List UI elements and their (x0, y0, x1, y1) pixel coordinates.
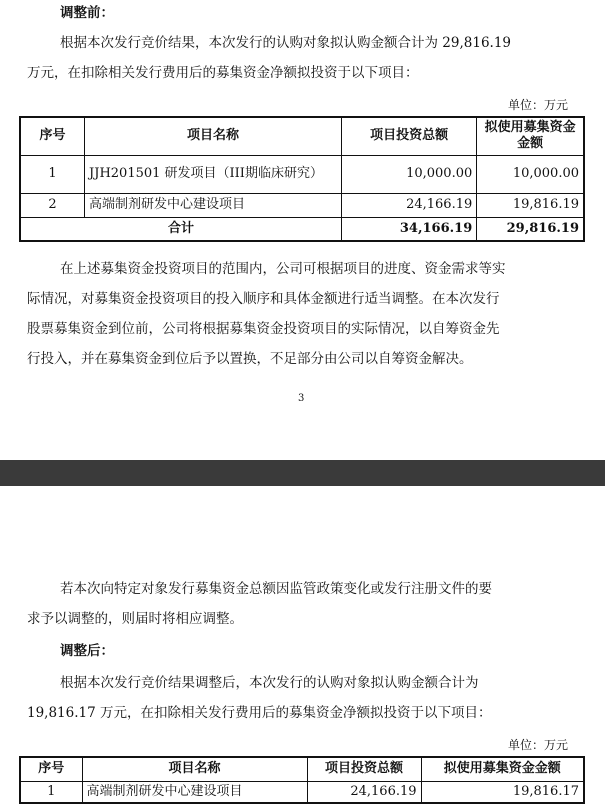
cell-name: JJH201501 研发项目（III期临床研究） (85, 155, 342, 193)
cell-no: 1 (20, 155, 85, 193)
unit-label: 单位：万元 (508, 738, 569, 752)
header-name: 项目名称 (82, 757, 307, 781)
cell-no: 2 (20, 193, 85, 217)
cell-total: 24,166.19 (307, 781, 421, 803)
table-row (20, 781, 584, 803)
heading-after: 调整后： (60, 643, 114, 659)
cell-raised: 19,816.19 (477, 193, 584, 217)
cell-total: 24,166.19 (342, 193, 477, 217)
intro-line-2: 19,816.17 万元，在扣除相关发行费用后的募集资金净额拟投资于以下项目： (27, 705, 492, 721)
raised-sum: 29,816.19 (477, 217, 584, 241)
intro-line-2: 万元，在扣除相关发行费用后的募集资金净额拟投资于以下项目： (27, 65, 419, 81)
cell-raised: 19,816.17 (421, 781, 584, 803)
page-number: 3 (298, 393, 305, 404)
heading-before: 调整前： (60, 5, 114, 21)
page-separator (0, 460, 605, 486)
header-total: 项目投资总额 (342, 117, 477, 155)
cell-raised: 10,000.00 (477, 155, 584, 193)
total-sum: 34,166.19 (342, 217, 477, 241)
para-line: 行投入，并在募集资金到位后予以置换，不足部分由公司以自筹资金解决。 (27, 351, 473, 367)
header-no: 序号 (20, 117, 85, 155)
para1-line-1: 若本次向特定对象发行募集资金总额因监管政策变化或发行注册文件的要 (60, 581, 492, 597)
cell-total: 10,000.00 (342, 155, 477, 193)
para1-line-2: 求予以调整的，则届时将相应调整。 (27, 611, 243, 627)
cell-no: 1 (20, 781, 82, 803)
cell-name: 高端制剂研发中心建设项目 (85, 193, 342, 217)
table-total-row (20, 217, 584, 241)
para-line: 在上述募集资金投资项目的范围内，公司可根据项目的进度、资金需求等实 (60, 261, 506, 277)
header-raised: 拟使用募集资金金额 (421, 757, 584, 781)
header-no: 序号 (20, 757, 82, 781)
projects-table-after (19, 756, 585, 804)
table-row (20, 155, 584, 193)
para-line: 际情况，对募集资金投资项目的投入顺序和具体金额进行适当调整。在本次发行 (27, 291, 500, 307)
document-page-2 (0, 486, 605, 812)
total-label: 合计 (20, 217, 342, 241)
header-total: 项目投资总额 (307, 757, 421, 781)
cell-name: 高端制剂研发中心建设项目 (82, 781, 307, 803)
header-name: 项目名称 (85, 117, 342, 155)
unit-label: 单位：万元 (508, 98, 569, 112)
table-header-row (20, 117, 584, 155)
para-line: 股票募集资金到位前，公司将根据募集资金投资项目的实际情况，以自筹资金先 (27, 321, 500, 337)
header-raised: 拟使用募集资金金额 (477, 117, 584, 155)
projects-table-before (19, 116, 585, 242)
table-header-row (20, 757, 584, 781)
table-row (20, 193, 584, 217)
intro-line-1: 根据本次发行竞价结果调整后，本次发行的认购对象拟认购金额合计为 (60, 675, 479, 691)
intro-line-1: 根据本次发行竞价结果，本次发行的认购对象拟认购金额合计为 29,816.19 (60, 35, 511, 51)
